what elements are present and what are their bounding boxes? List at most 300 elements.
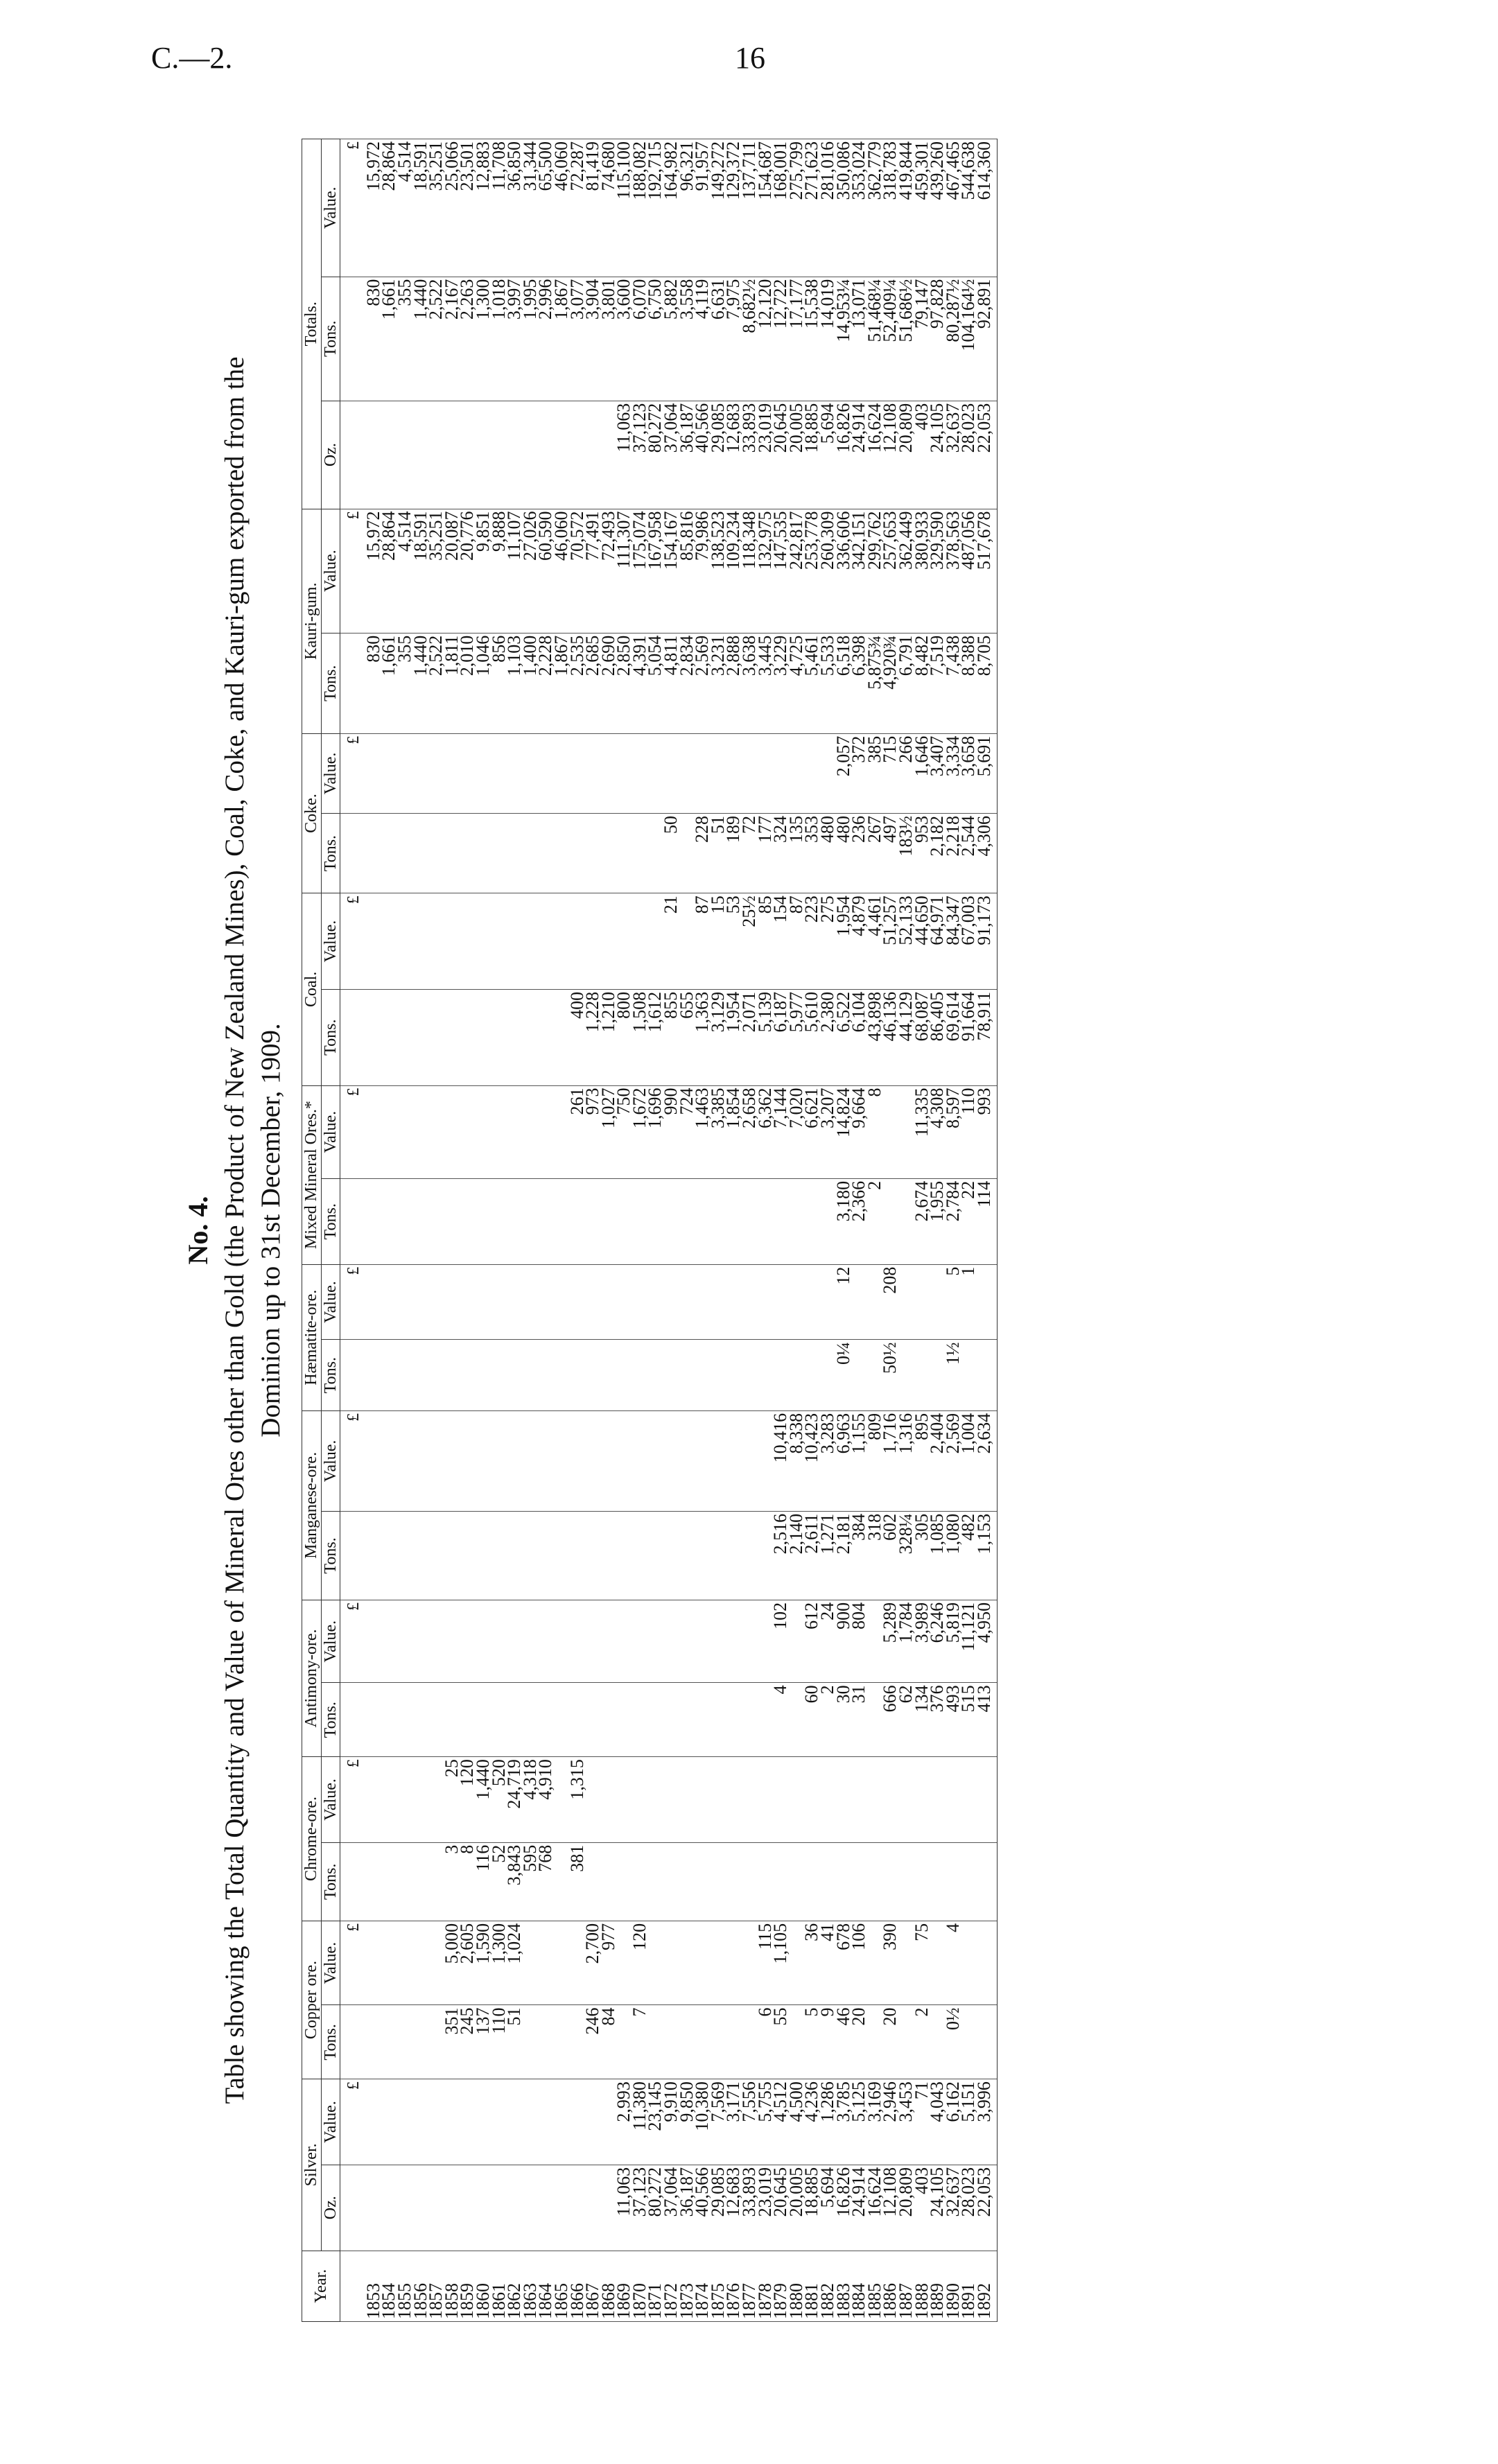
table-cell [523, 2005, 539, 2079]
table-cell: 3,453 [898, 2079, 914, 2165]
table-cell: 16,624 [867, 401, 883, 509]
table-cell: 1,661 [381, 277, 397, 401]
table-cell [695, 1757, 711, 1843]
table-cell: 380,933 [914, 509, 930, 633]
table-cell [632, 1600, 648, 1682]
table-cell [476, 1178, 491, 1264]
table-cell: 25½ [742, 893, 758, 990]
table-cell: 3,445 [758, 633, 774, 733]
table-cell: 328¼ [898, 1511, 914, 1600]
table-row [397, 139, 413, 2322]
unit-cell: £ [340, 1757, 366, 1843]
table-cell [758, 733, 774, 813]
table-cell [570, 1340, 586, 1410]
table-cell [742, 1340, 758, 1410]
table-cell [460, 893, 476, 990]
table-cell [930, 1757, 946, 1843]
table-cell: 20,005 [789, 2165, 805, 2251]
table-cell: 12,120 [758, 277, 774, 401]
table-cell [789, 1757, 805, 1843]
table-row [523, 139, 539, 2322]
table-cell: 602 [882, 1511, 898, 1600]
table-cell [742, 1264, 758, 1340]
table-cell: 51,257 [882, 893, 898, 990]
table-cell [366, 1340, 382, 1410]
year-header: Year. [302, 2251, 340, 2321]
table-cell: 24,914 [851, 401, 867, 509]
group-kauri-gum: Kauri-gum. [302, 509, 322, 733]
table-cell: 81,419 [585, 139, 601, 277]
table-cell [585, 1178, 601, 1264]
table-cell [836, 1757, 852, 1843]
table-cell [570, 2079, 586, 2165]
table-cell: 109,234 [726, 509, 742, 633]
table-row [898, 139, 914, 2322]
table-cell: 1,716 [882, 1410, 898, 1511]
table-cell [523, 2165, 539, 2251]
table-cell [397, 2165, 413, 2251]
table-cell: 5,054 [647, 633, 663, 733]
table-cell [381, 401, 397, 509]
table-cell: 3,997 [507, 277, 523, 401]
table-cell: 2,850 [616, 633, 632, 733]
table-cell [523, 2079, 539, 2165]
table-cell: 72 [742, 814, 758, 893]
table-cell: 24,105 [930, 2165, 946, 2251]
table-cell [397, 1683, 413, 1757]
table-cell: 12,683 [726, 2165, 742, 2251]
table-cell: 74,680 [601, 139, 617, 277]
table-cell [820, 1842, 836, 1921]
table-cell [742, 1842, 758, 1921]
table-cell: 2,010 [460, 633, 476, 733]
table-cell [585, 2165, 601, 2251]
table-cell: 41 [820, 1921, 836, 2005]
table-cell: 5,691 [977, 733, 997, 813]
table-cell [476, 733, 491, 813]
page-header-left: C.—2. [151, 41, 233, 75]
table-cell: 6,522 [836, 989, 852, 1085]
table-cell: 12,108 [882, 2165, 898, 2251]
table-cell [460, 1410, 476, 1511]
table-cell: 10,423 [804, 1410, 820, 1511]
table-cell: 11,063 [616, 401, 632, 509]
table-cell: 4,391 [632, 633, 648, 733]
table-cell: 5,000 [444, 1921, 460, 2005]
table-cell [711, 1410, 726, 1511]
table-cell [882, 1757, 898, 1843]
table-cell [585, 1340, 601, 1410]
table-cell: 2,888 [726, 633, 742, 733]
table-cell: 51 [711, 814, 726, 893]
year-cell: 1881 [804, 2251, 820, 2321]
table-cell: 439,260 [930, 139, 946, 277]
table-cell: 21 [663, 893, 679, 990]
table-cell: 85 [758, 893, 774, 990]
column-subheader: Value. [321, 1921, 340, 2005]
table-cell: 80,287½ [946, 277, 961, 401]
year-cell: 1889 [930, 2251, 946, 2321]
column-subheader: Tons. [321, 277, 340, 401]
table-cell: 102 [773, 1600, 789, 1682]
table-row [867, 139, 883, 2322]
table-cell [554, 1683, 570, 1757]
table-cell [663, 1842, 679, 1921]
table-cell [789, 1842, 805, 1921]
table-cell [804, 733, 820, 813]
table-cell: 35,251 [428, 139, 444, 277]
table-cell: 23,019 [758, 2165, 774, 2251]
table-cell [507, 989, 523, 1085]
table-cell: 7,020 [789, 1085, 805, 1178]
table-cell [695, 1410, 711, 1511]
table-cell [413, 401, 429, 509]
table-cell [914, 1264, 930, 1340]
table-cell [695, 1178, 711, 1264]
table-cell [711, 1600, 726, 1682]
column-subheader: Tons. [321, 989, 340, 1085]
table-cell [491, 1683, 507, 1757]
table-cell [711, 1683, 726, 1757]
table-cell: 3,558 [679, 277, 695, 401]
table-row [663, 139, 679, 2322]
year-cell: 1876 [726, 2251, 742, 2321]
table-cell [977, 1757, 997, 1843]
page-number: 16 [735, 41, 765, 75]
table-cell [914, 1757, 930, 1843]
table-cell: 18,591 [413, 509, 429, 633]
table-cell: 482 [961, 1511, 977, 1600]
table-row [961, 139, 977, 2322]
table-cell [679, 1683, 695, 1757]
table-cell: 4,306 [977, 814, 997, 893]
table-cell [695, 1264, 711, 1340]
table-cell: 4,236 [804, 2079, 820, 2165]
unit-cell [340, 1178, 366, 1264]
table-row [789, 139, 805, 2322]
table-cell [460, 1085, 476, 1178]
column-subheader: Value. [321, 139, 340, 277]
table-cell [444, 401, 460, 509]
table-cell: 2,181 [836, 1511, 852, 1600]
table-cell: 376 [930, 1683, 946, 1757]
table-cell [711, 1511, 726, 1600]
group-antimony-ore: Antimony-ore. [302, 1600, 322, 1756]
table-cell [538, 1178, 554, 1264]
table-cell [507, 2165, 523, 2251]
table-cell: 2,516 [773, 1511, 789, 1600]
table-row [711, 139, 726, 2322]
table-cell [663, 1340, 679, 1410]
table-cell: 8,682½ [742, 277, 758, 401]
table-cell: 3,171 [726, 2079, 742, 2165]
table-cell [460, 1340, 476, 1410]
table-cell [397, 1757, 413, 1843]
table-cell [742, 733, 758, 813]
table-cell: 2,218 [946, 814, 961, 893]
table-cell [758, 1178, 774, 1264]
table-cell [882, 1178, 898, 1264]
table-cell [836, 1842, 852, 1921]
table-cell [460, 1511, 476, 1600]
table-cell [538, 1340, 554, 1410]
table-cell [554, 814, 570, 893]
group-coke: Coke. [302, 733, 322, 893]
table-cell: 8,482 [914, 633, 930, 733]
table-cell [726, 1757, 742, 1843]
table-cell: 467,465 [946, 139, 961, 277]
table-cell: 350,086 [836, 139, 852, 277]
table-row [570, 139, 586, 2322]
table-cell: 20,645 [773, 401, 789, 509]
table-cell: 3,638 [742, 633, 758, 733]
year-cell: 1860 [476, 2251, 491, 2321]
table-cell [476, 2079, 491, 2165]
table-cell: 137,711 [742, 139, 758, 277]
table-cell [476, 814, 491, 893]
table-cell: 5 [946, 1264, 961, 1340]
table-row [695, 139, 711, 2322]
table-cell: 1,210 [601, 989, 617, 1085]
table-cell: 69,614 [946, 989, 961, 1085]
table-cell [663, 2005, 679, 2079]
table-cell: 14,953¼ [836, 277, 852, 401]
table-cell [632, 893, 648, 990]
table-subtitle: Dominion up to 31st December, 1909. [256, 1023, 286, 1438]
table-cell: 3,904 [585, 277, 601, 401]
table-cell: 147,535 [773, 509, 789, 633]
table-cell [428, 1600, 444, 1682]
table-cell [601, 1600, 617, 1682]
unit-cell [340, 1340, 366, 1410]
table-cell [397, 1511, 413, 1600]
table-row [647, 139, 663, 2322]
table-cell: 6,070 [632, 277, 648, 401]
table-cell [585, 733, 601, 813]
table-cell: 1,696 [647, 1085, 663, 1178]
table-cell [413, 1757, 429, 1843]
table-cell: 2,634 [977, 1410, 997, 1511]
table-cell: 2,784 [946, 1178, 961, 1264]
unit-cell: £ [340, 1410, 366, 1511]
table-cell [444, 1410, 460, 1511]
table-cell [507, 1410, 523, 1511]
table-cell [601, 893, 617, 990]
table-cell: 419,844 [898, 139, 914, 277]
table-cell [585, 893, 601, 990]
table-cell: 12,108 [882, 401, 898, 509]
table-cell [804, 1264, 820, 1340]
table-cell: 493 [946, 1683, 961, 1757]
table-cell: 4,318 [523, 1757, 539, 1843]
table-row [946, 139, 961, 2322]
table-cell [679, 1264, 695, 1340]
table-cell [538, 1085, 554, 1178]
table-cell [413, 989, 429, 1085]
table-cell: 138,523 [711, 509, 726, 633]
table-cell: 1,046 [476, 633, 491, 733]
table-row [882, 139, 898, 2322]
table-cell: 120 [460, 1757, 476, 1843]
table-cell [523, 1511, 539, 1600]
table-row [632, 139, 648, 2322]
table-cell: 275,799 [789, 139, 805, 277]
table-cell: 4 [946, 1921, 961, 2005]
table-cell: 51,468¼ [867, 277, 883, 401]
table-cell [647, 1600, 663, 1682]
table-cell [851, 1264, 867, 1340]
table-cell: 60,590 [538, 509, 554, 633]
table-cell [413, 2079, 429, 2165]
table-cell [507, 2079, 523, 2165]
table-cell [538, 1683, 554, 1757]
table-cell: 236 [851, 814, 867, 893]
table-cell [867, 1842, 883, 1921]
table-cell: 267 [867, 814, 883, 893]
table-cell: 517,678 [977, 509, 997, 633]
table-cell [460, 1178, 476, 1264]
table-cell: 70,572 [570, 509, 586, 633]
table-cell: 30 [836, 1683, 852, 1757]
table-cell: 16,624 [867, 2165, 883, 2251]
table-cell: 487,056 [961, 509, 977, 633]
column-subheader: Value. [321, 893, 340, 990]
table-cell: 9,664 [851, 1085, 867, 1178]
table-cell [554, 1410, 570, 1511]
table-cell: 1,105 [773, 1921, 789, 2005]
column-subheader: Oz. [321, 401, 340, 509]
table-cell [647, 1921, 663, 2005]
year-cell: 1870 [632, 2251, 648, 2321]
table-cell [366, 1085, 382, 1178]
table-cell [663, 1683, 679, 1757]
table-cell [554, 893, 570, 990]
table-cell: 4,950 [977, 1600, 997, 1682]
table-cell: 62 [898, 1683, 914, 1757]
table-cell [961, 1921, 977, 2005]
table-cell: 400 [570, 989, 586, 1085]
table-cell [695, 1340, 711, 1410]
table-cell: 7,975 [726, 277, 742, 401]
table-cell [554, 2079, 570, 2165]
table-cell: 84,347 [946, 893, 961, 990]
table-cell [381, 1511, 397, 1600]
table-cell: 132,975 [758, 509, 774, 633]
table-cell [538, 893, 554, 990]
table-cell: 15,972 [366, 139, 382, 277]
table-cell [679, 1757, 695, 1843]
unit-cell [340, 814, 366, 893]
table-cell: 114 [977, 1178, 997, 1264]
table-cell: 20,005 [789, 401, 805, 509]
group-copper-ore: Copper ore. [302, 1921, 322, 2079]
table-cell: 5,755 [758, 2079, 774, 2165]
table-cell: 2 [867, 1178, 883, 1264]
year-cell: 1874 [695, 2251, 711, 2321]
table-cell: 3,231 [711, 633, 726, 733]
table-cell [663, 1921, 679, 2005]
table-cell: 5,875¾ [867, 633, 883, 733]
table-cell [946, 1757, 961, 1843]
table-cell [476, 989, 491, 1085]
table-cell: 318 [867, 1511, 883, 1600]
table-cell [632, 1683, 648, 1757]
year-cell: 1864 [538, 2251, 554, 2321]
table-cell [397, 401, 413, 509]
table-cell [507, 1264, 523, 1340]
table-row [930, 139, 946, 2322]
table-cell: 35,251 [428, 509, 444, 633]
table-cell: 4,461 [867, 893, 883, 990]
table-cell: 1,004 [961, 1410, 977, 1511]
table-cell [585, 1410, 601, 1511]
table-cell [711, 1842, 726, 1921]
table-cell [679, 2005, 695, 2079]
table-cell [773, 1264, 789, 1340]
table-cell [601, 814, 617, 893]
table-cell: 3,658 [961, 733, 977, 813]
column-subheader: Tons. [321, 814, 340, 893]
column-subheader: Tons. [321, 2005, 340, 2079]
table-cell: 36,187 [679, 401, 695, 509]
table-cell [679, 733, 695, 813]
table-cell: 4,910 [538, 1757, 554, 1843]
table-cell [961, 1842, 977, 1921]
table-cell: 362,779 [867, 139, 883, 277]
table-cell [366, 989, 382, 1085]
table-row [773, 139, 789, 2322]
table-cell: 86,405 [930, 989, 946, 1085]
table-cell: 9,910 [663, 2079, 679, 2165]
table-cell: 72,493 [601, 509, 617, 633]
table-cell: 11,380 [632, 2079, 648, 2165]
table-cell: 67,003 [961, 893, 977, 990]
table-cell [444, 2079, 460, 2165]
table-cell: 25 [444, 1757, 460, 1843]
column-subheader: Value. [321, 733, 340, 813]
table-cell: 120 [632, 1921, 648, 2005]
unit-cell [340, 1683, 366, 1757]
table-cell: 44,129 [898, 989, 914, 1085]
table-cell: 177 [758, 814, 774, 893]
table-cell [397, 1085, 413, 1178]
table-cell [726, 1340, 742, 1410]
year-cell: 1873 [679, 2251, 695, 2321]
table-cell [413, 893, 429, 990]
table-cell [679, 1600, 695, 1682]
table-cell: 22,053 [977, 401, 997, 509]
table-cell: 154,167 [663, 509, 679, 633]
table-cell: 68,087 [914, 989, 930, 1085]
table-cell [366, 1683, 382, 1757]
table-cell [601, 1683, 617, 1757]
table-cell [961, 1340, 977, 1410]
table-cell: 36 [804, 1921, 820, 2005]
table-cell: 110 [961, 1085, 977, 1178]
table-cell: 22 [961, 1178, 977, 1264]
table-cell [726, 1178, 742, 1264]
table-cell [476, 893, 491, 990]
table-cell [491, 401, 507, 509]
table-cell [616, 1340, 632, 1410]
table-cell [977, 1340, 997, 1410]
table-cell: 3,843 [507, 1842, 523, 1921]
table-cell: 9 [820, 2005, 836, 2079]
table-cell: 1,590 [476, 1921, 491, 2005]
table-cell [711, 1178, 726, 1264]
table-cell: 480 [836, 814, 852, 893]
table-cell: 2,263 [460, 277, 476, 401]
